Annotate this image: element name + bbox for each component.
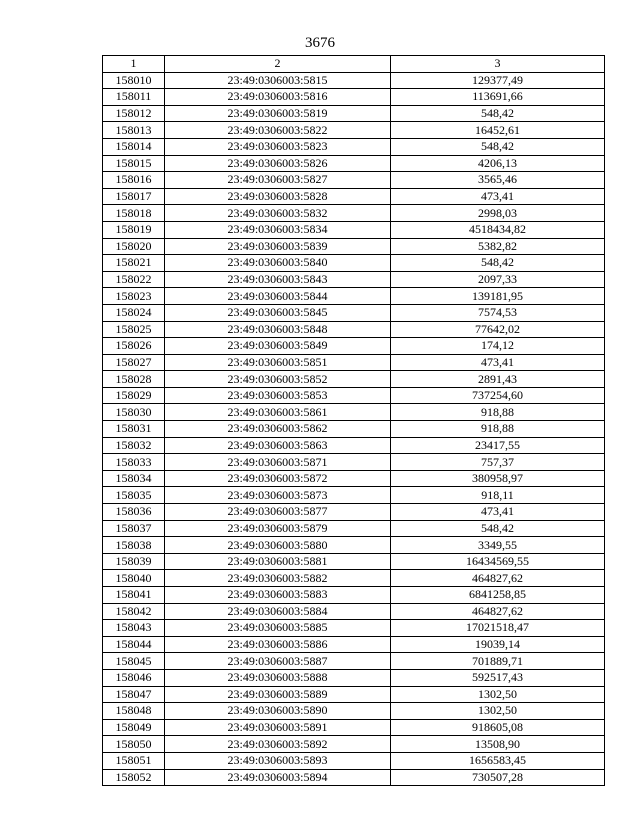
- row-number-cell: 158021: [103, 255, 165, 272]
- row-number-cell: 158033: [103, 454, 165, 471]
- table-row: [103, 553, 605, 570]
- cadastral-number-cell: 23:49:0306003:5816: [165, 89, 391, 106]
- row-number-cell: 158035: [103, 487, 165, 504]
- table-row: [103, 172, 605, 189]
- page-number: 3676: [305, 35, 335, 51]
- table-row: [103, 470, 605, 487]
- row-number-cell: 158011: [103, 89, 165, 106]
- row-number-cell: 158028: [103, 371, 165, 388]
- row-number-cell: 158050: [103, 736, 165, 753]
- cadastral-number-cell: 23:49:0306003:5871: [165, 454, 391, 471]
- value-cell: 1302,50: [391, 686, 605, 703]
- value-cell: 464827,62: [391, 570, 605, 587]
- row-number-cell: 158046: [103, 669, 165, 686]
- value-cell: 2891,43: [391, 371, 605, 388]
- value-cell: 4206,13: [391, 155, 605, 172]
- row-number-cell: 158010: [103, 72, 165, 89]
- table-row: [103, 338, 605, 355]
- cadastral-number-cell: 23:49:0306003:5828: [165, 188, 391, 205]
- value-cell: 730507,28: [391, 769, 605, 786]
- value-cell: 918605,08: [391, 719, 605, 736]
- value-cell: 113691,66: [391, 89, 605, 106]
- table-row: [103, 669, 605, 686]
- cadastral-number-cell: 23:49:0306003:5826: [165, 155, 391, 172]
- value-cell: 19039,14: [391, 636, 605, 653]
- row-number-cell: 158019: [103, 221, 165, 238]
- cadastral-number-cell: 23:49:0306003:5879: [165, 520, 391, 537]
- table-row: [103, 487, 605, 504]
- table-row: [103, 371, 605, 388]
- table-row: [103, 703, 605, 720]
- value-cell: 23417,55: [391, 437, 605, 454]
- table-row: [103, 504, 605, 521]
- row-number-cell: 158018: [103, 205, 165, 222]
- value-cell: 13508,90: [391, 736, 605, 753]
- value-cell: 139181,95: [391, 288, 605, 305]
- row-number-cell: 158052: [103, 769, 165, 786]
- table-row: [103, 354, 605, 371]
- table-row: [103, 205, 605, 222]
- value-cell: 7574,53: [391, 304, 605, 321]
- value-cell: 2097,33: [391, 271, 605, 288]
- row-number-cell: 158013: [103, 122, 165, 139]
- table-row: [103, 653, 605, 670]
- table-row: [103, 138, 605, 155]
- table-row: [103, 304, 605, 321]
- value-cell: 5382,82: [391, 238, 605, 255]
- row-number-cell: 158034: [103, 470, 165, 487]
- table-row: [103, 719, 605, 736]
- table-row: [103, 437, 605, 454]
- cadastral-number-cell: 23:49:0306003:5823: [165, 138, 391, 155]
- column-header-1: 1: [103, 56, 165, 73]
- row-number-cell: 158042: [103, 603, 165, 620]
- row-number-cell: 158015: [103, 155, 165, 172]
- row-number-cell: 158016: [103, 172, 165, 189]
- row-number-cell: 158038: [103, 537, 165, 554]
- row-number-cell: 158031: [103, 421, 165, 438]
- table-row: [103, 636, 605, 653]
- value-cell: 473,41: [391, 354, 605, 371]
- table-row: [103, 238, 605, 255]
- table-body: [103, 72, 605, 786]
- cadastral-number-cell: 23:49:0306003:5885: [165, 620, 391, 637]
- value-cell: 757,37: [391, 454, 605, 471]
- cadastral-number-cell: 23:49:0306003:5851: [165, 354, 391, 371]
- value-cell: 129377,49: [391, 72, 605, 89]
- cadastral-number-cell: 23:49:0306003:5832: [165, 205, 391, 222]
- cadastral-number-cell: 23:49:0306003:5873: [165, 487, 391, 504]
- cadastral-number-cell: 23:49:0306003:5884: [165, 603, 391, 620]
- value-cell: 3565,46: [391, 172, 605, 189]
- cadastral-number-cell: 23:49:0306003:5819: [165, 105, 391, 122]
- value-cell: 548,42: [391, 105, 605, 122]
- value-cell: 6841258,85: [391, 587, 605, 604]
- row-number-cell: 158024: [103, 304, 165, 321]
- table-row: [103, 736, 605, 753]
- row-number-cell: 158049: [103, 719, 165, 736]
- cadastral-number-cell: 23:49:0306003:5882: [165, 570, 391, 587]
- cadastral-number-cell: 23:49:0306003:5839: [165, 238, 391, 255]
- value-cell: 548,42: [391, 520, 605, 537]
- value-cell: 473,41: [391, 188, 605, 205]
- row-number-cell: 158026: [103, 338, 165, 355]
- row-number-cell: 158048: [103, 703, 165, 720]
- table-row: [103, 537, 605, 554]
- cadastral-number-cell: 23:49:0306003:5893: [165, 752, 391, 769]
- value-cell: 1656583,45: [391, 752, 605, 769]
- cadastral-number-cell: 23:49:0306003:5815: [165, 72, 391, 89]
- cadastral-number-cell: 23:49:0306003:5886: [165, 636, 391, 653]
- row-number-cell: 158030: [103, 404, 165, 421]
- row-number-cell: 158029: [103, 387, 165, 404]
- table-row: [103, 288, 605, 305]
- value-cell: 380958,97: [391, 470, 605, 487]
- table-row: [103, 89, 605, 106]
- row-number-cell: 158023: [103, 288, 165, 305]
- row-number-cell: 158027: [103, 354, 165, 371]
- cadastral-number-cell: 23:49:0306003:5890: [165, 703, 391, 720]
- cadastral-number-cell: 23:49:0306003:5852: [165, 371, 391, 388]
- cadastral-number-cell: 23:49:0306003:5888: [165, 669, 391, 686]
- cadastral-number-cell: 23:49:0306003:5840: [165, 255, 391, 272]
- table-row: [103, 570, 605, 587]
- value-cell: 16434569,55: [391, 553, 605, 570]
- table-row: [103, 769, 605, 786]
- cadastral-number-cell: 23:49:0306003:5844: [165, 288, 391, 305]
- column-header-2: 2: [165, 56, 391, 73]
- header-row: [103, 56, 605, 73]
- value-cell: 174,12: [391, 338, 605, 355]
- value-cell: 473,41: [391, 504, 605, 521]
- table-row: [103, 221, 605, 238]
- cadastral-number-cell: 23:49:0306003:5853: [165, 387, 391, 404]
- cadastral-number-cell: 23:49:0306003:5883: [165, 587, 391, 604]
- value-cell: 17021518,47: [391, 620, 605, 637]
- table-row: [103, 620, 605, 637]
- row-number-cell: 158025: [103, 321, 165, 338]
- table-row: [103, 520, 605, 537]
- table-row: [103, 587, 605, 604]
- table-row: [103, 72, 605, 89]
- row-number-cell: 158014: [103, 138, 165, 155]
- value-cell: 918,88: [391, 421, 605, 438]
- cadastral-number-cell: 23:49:0306003:5848: [165, 321, 391, 338]
- row-number-cell: 158040: [103, 570, 165, 587]
- cadastral-number-cell: 23:49:0306003:5881: [165, 553, 391, 570]
- cadastral-number-cell: 23:49:0306003:5891: [165, 719, 391, 736]
- row-number-cell: 158036: [103, 504, 165, 521]
- cadastral-number-cell: 23:49:0306003:5863: [165, 437, 391, 454]
- row-number-cell: 158039: [103, 553, 165, 570]
- table-row: [103, 255, 605, 272]
- value-cell: 4518434,82: [391, 221, 605, 238]
- row-number-cell: 158044: [103, 636, 165, 653]
- row-number-cell: 158045: [103, 653, 165, 670]
- row-number-cell: 158047: [103, 686, 165, 703]
- cadastral-number-cell: 23:49:0306003:5843: [165, 271, 391, 288]
- value-cell: 464827,62: [391, 603, 605, 620]
- value-cell: 918,11: [391, 487, 605, 504]
- value-cell: 1302,50: [391, 703, 605, 720]
- row-number-cell: 158032: [103, 437, 165, 454]
- table-row: [103, 603, 605, 620]
- cadastral-number-cell: 23:49:0306003:5894: [165, 769, 391, 786]
- column-header-3: 3: [391, 56, 605, 73]
- cadastral-number-cell: 23:49:0306003:5827: [165, 172, 391, 189]
- cadastral-number-cell: 23:49:0306003:5845: [165, 304, 391, 321]
- table-header: [103, 56, 605, 73]
- value-cell: 918,88: [391, 404, 605, 421]
- value-cell: 592517,43: [391, 669, 605, 686]
- table-row: [103, 454, 605, 471]
- row-number-cell: 158012: [103, 105, 165, 122]
- table-row: [103, 387, 605, 404]
- row-number-cell: 158037: [103, 520, 165, 537]
- row-number-cell: 158051: [103, 752, 165, 769]
- table-row: [103, 271, 605, 288]
- value-cell: 548,42: [391, 138, 605, 155]
- value-cell: 77642,02: [391, 321, 605, 338]
- table-row: [103, 122, 605, 139]
- cadastral-number-cell: 23:49:0306003:5872: [165, 470, 391, 487]
- table-row: [103, 421, 605, 438]
- cadastral-number-cell: 23:49:0306003:5834: [165, 221, 391, 238]
- cadastral-number-cell: 23:49:0306003:5877: [165, 504, 391, 521]
- table-row: [103, 321, 605, 338]
- value-cell: 3349,55: [391, 537, 605, 554]
- row-number-cell: 158020: [103, 238, 165, 255]
- registry-table: [102, 55, 605, 786]
- value-cell: 737254,60: [391, 387, 605, 404]
- value-cell: 16452,61: [391, 122, 605, 139]
- cadastral-number-cell: 23:49:0306003:5849: [165, 338, 391, 355]
- cadastral-number-cell: 23:49:0306003:5887: [165, 653, 391, 670]
- value-cell: 548,42: [391, 255, 605, 272]
- cadastral-number-cell: 23:49:0306003:5880: [165, 537, 391, 554]
- table-row: [103, 404, 605, 421]
- row-number-cell: 158022: [103, 271, 165, 288]
- cadastral-number-cell: 23:49:0306003:5861: [165, 404, 391, 421]
- table-row: [103, 188, 605, 205]
- row-number-cell: 158043: [103, 620, 165, 637]
- cadastral-number-cell: 23:49:0306003:5889: [165, 686, 391, 703]
- table-row: [103, 155, 605, 172]
- cadastral-number-cell: 23:49:0306003:5862: [165, 421, 391, 438]
- table-row: [103, 105, 605, 122]
- table-row: [103, 752, 605, 769]
- cadastral-number-cell: 23:49:0306003:5892: [165, 736, 391, 753]
- cadastral-number-cell: 23:49:0306003:5822: [165, 122, 391, 139]
- row-number-cell: 158017: [103, 188, 165, 205]
- row-number-cell: 158041: [103, 587, 165, 604]
- value-cell: 701889,71: [391, 653, 605, 670]
- table-row: [103, 686, 605, 703]
- value-cell: 2998,03: [391, 205, 605, 222]
